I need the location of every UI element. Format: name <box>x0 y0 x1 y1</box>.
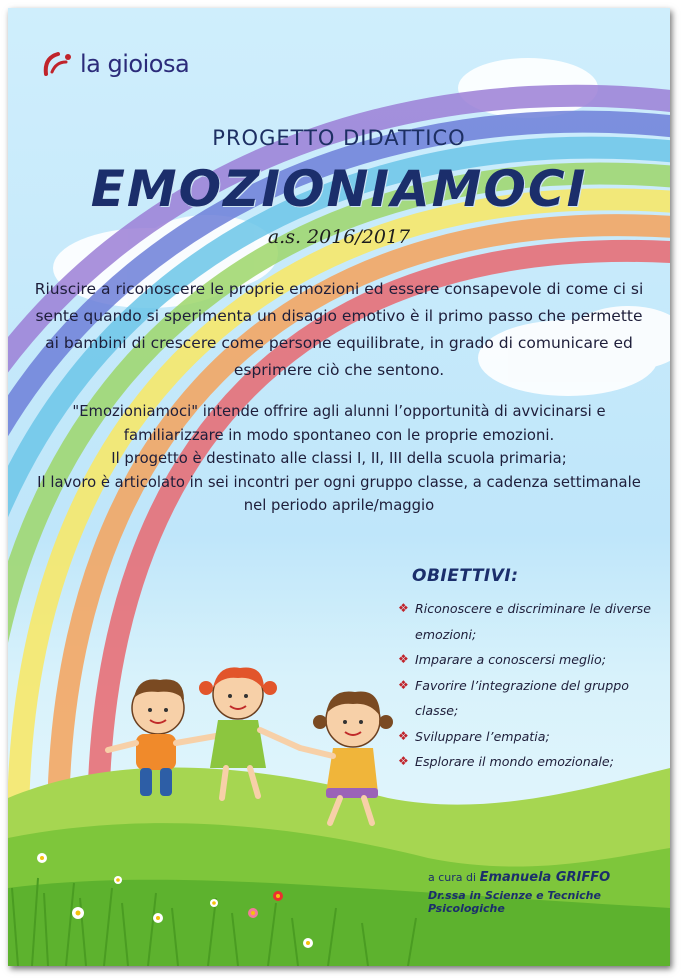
project-label: PROGETTO DIDATTICO <box>212 126 466 150</box>
logo-text: la gioiosa <box>80 50 190 78</box>
objective-item: ❖ Favorire l’integrazione del gruppo classe; <box>398 673 660 724</box>
credits-degree: Dr.ssa in Scienze e Tecniche Psicologiche <box>428 889 601 915</box>
description-line: Il progetto è destinato alle classi I, II, III della scuola primaria; <box>111 450 567 467</box>
poster <box>8 8 670 966</box>
objectives-list <box>398 596 660 775</box>
description-line: Il lavoro è articolato in sei incontri per ogni gruppo classe, a cadenza settimanale nel periodo aprile/maggio <box>37 473 641 514</box>
bullet-icon: ❖ <box>398 754 409 768</box>
logo-swoosh-icon <box>42 48 76 80</box>
bullet-icon: ❖ <box>398 652 409 666</box>
description-line: "Emozioniamoci" intende offrire agli alunni l’opportunità di avvicinarsi e familiarizzare in modo spontaneo con le proprie emozioni. <box>72 403 606 444</box>
credits-author: Emanuela GRIFFO <box>479 870 611 885</box>
objective-item: ❖ Riconoscere e discriminare le diverse emozioni; <box>398 596 660 647</box>
intro-paragraph: Riuscire a riconoscere le proprie emozioni ed essere consapevole di come ci si sente quando si sperimenta un disagio emotivo è il primo passo che permette ai bambini di crescere come persone equilibrate, in grado di comunicare ed esprimere ciò che sentono. <box>34 280 644 379</box>
objective-item: ❖ Sviluppare l’empatia; <box>398 724 660 750</box>
credits-author-line <box>428 870 660 885</box>
logo <box>42 48 189 80</box>
poster-frame <box>8 8 670 966</box>
objectives-title: OBIETTIVI: <box>412 566 519 586</box>
description <box>28 400 650 518</box>
bullet-icon: ❖ <box>398 728 409 743</box>
credits <box>428 870 660 915</box>
school-year: a.s. 2016/2017 <box>267 226 411 248</box>
credits-prefix: a cura di <box>428 871 477 884</box>
bullet-icon: ❖ <box>398 677 409 692</box>
page-title: EMOZIONIAMOCI <box>90 160 588 218</box>
bullet-icon: ❖ <box>398 601 409 615</box>
objective-item: ❖ Imparare a conoscersi meglio; <box>398 647 660 673</box>
objective-item: ❖ Esplorare il mondo emozionale; <box>398 749 660 775</box>
